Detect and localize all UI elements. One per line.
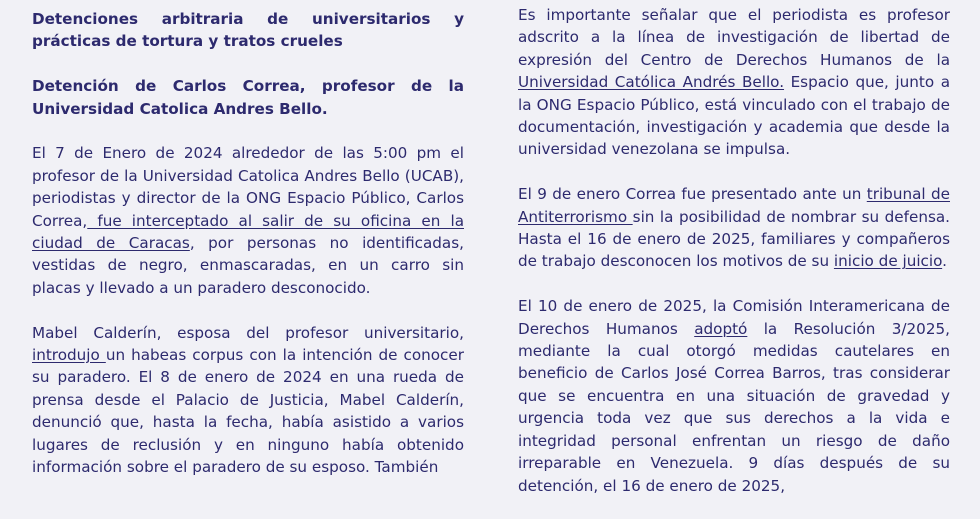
paragraph-text: , por personas no identificadas, vestidas de negro, enmascaradas, en un carro sin placas y llevado a un paradero desconocido. [32, 234, 464, 297]
paragraph-text: El 9 de enero Correa fue presentado ante un [518, 185, 867, 204]
tribunal-link[interactable]: tribunal de Antiterrorismo [518, 185, 950, 226]
paragraph-text: El 7 de Enero de 2024 alrededor de las 5:00 pm el profesor de la Universidad Catolica Andres Bello (UCAB), periodistas y director de la ONG Espacio Público, Carlos Correa, [32, 144, 464, 230]
paragraph-text: . [942, 252, 947, 271]
juicio-link[interactable]: inicio de juicio [833, 252, 943, 271]
left-column [32, 8, 464, 501]
right-column [518, 4, 950, 519]
subsection-heading: Detención de Carlos Correa, profesor de la Universidad Catolica Andres Bello. [32, 77, 464, 118]
paragraph-text: Espacio que, junto a la ONG Espacio Público, está vinculado con el trabajo de documentación, investigación y academia que desde la universidad venezolana se impulsa. [518, 73, 950, 159]
paragraph-text: Mabel Calderín, esposa del profesor universitario, [32, 323, 464, 342]
paragraph-professor [518, 4, 950, 161]
paragraph-cidh [518, 295, 950, 497]
paragraph-text: un habeas corpus con la intención de conocer su paradero. El 8 de enero de 2024 en una rueda de prensa desde el Palacio de Justicia, Mabel Calderín, denunció que, hasta la fecha, había asistido a varios lugares de reclusión y en ninguno había obtenido información sobre el paradero de su esposo. También [32, 346, 465, 477]
paragraph-text: El 10 de enero de 2025, la Comisión Interamericana de Derechos Humanos [518, 297, 950, 338]
paragraph-detention [32, 142, 464, 299]
adopto-link[interactable]: adoptó [694, 319, 748, 338]
introdujo-link[interactable]: introdujo [32, 346, 106, 365]
ucab-link[interactable]: Universidad Católica Andrés Bello. [518, 73, 785, 92]
section-heading: Detenciones arbitraria de universitarios y prácticas de tortura y tratos crueles [32, 10, 464, 51]
paragraph-habeas-corpus [32, 322, 464, 479]
paragraph-text: la Resolución 3/2025, mediante la cual otorgó medidas cautelares en beneficio de Carlos José Correa Barros, tras considerar que se encuentra en una situación de gravedad y urgencia toda vez que sus derechos a la vida e integridad personal enfrentan un riesgo de daño irreparable en Venezuela. 9 días después de su detención, el 16 de enero de 2025, [518, 319, 950, 495]
paragraph-text: Es importante señalar que el periodista es profesor adscrito a la línea de investigación de libertad de expresión del Centro de Derechos Humanos de la [518, 6, 950, 69]
paragraph-tribunal [518, 183, 950, 273]
paragraph-text: sin la posibilidad de nombrar su defensa. Hasta el 16 de enero de 2025, familiares y compañeros de trabajo desconocen los motivos de su [518, 207, 950, 271]
intercepted-link[interactable]: fue interceptado al salir de su oficina en la ciudad de Caracas [32, 211, 464, 253]
